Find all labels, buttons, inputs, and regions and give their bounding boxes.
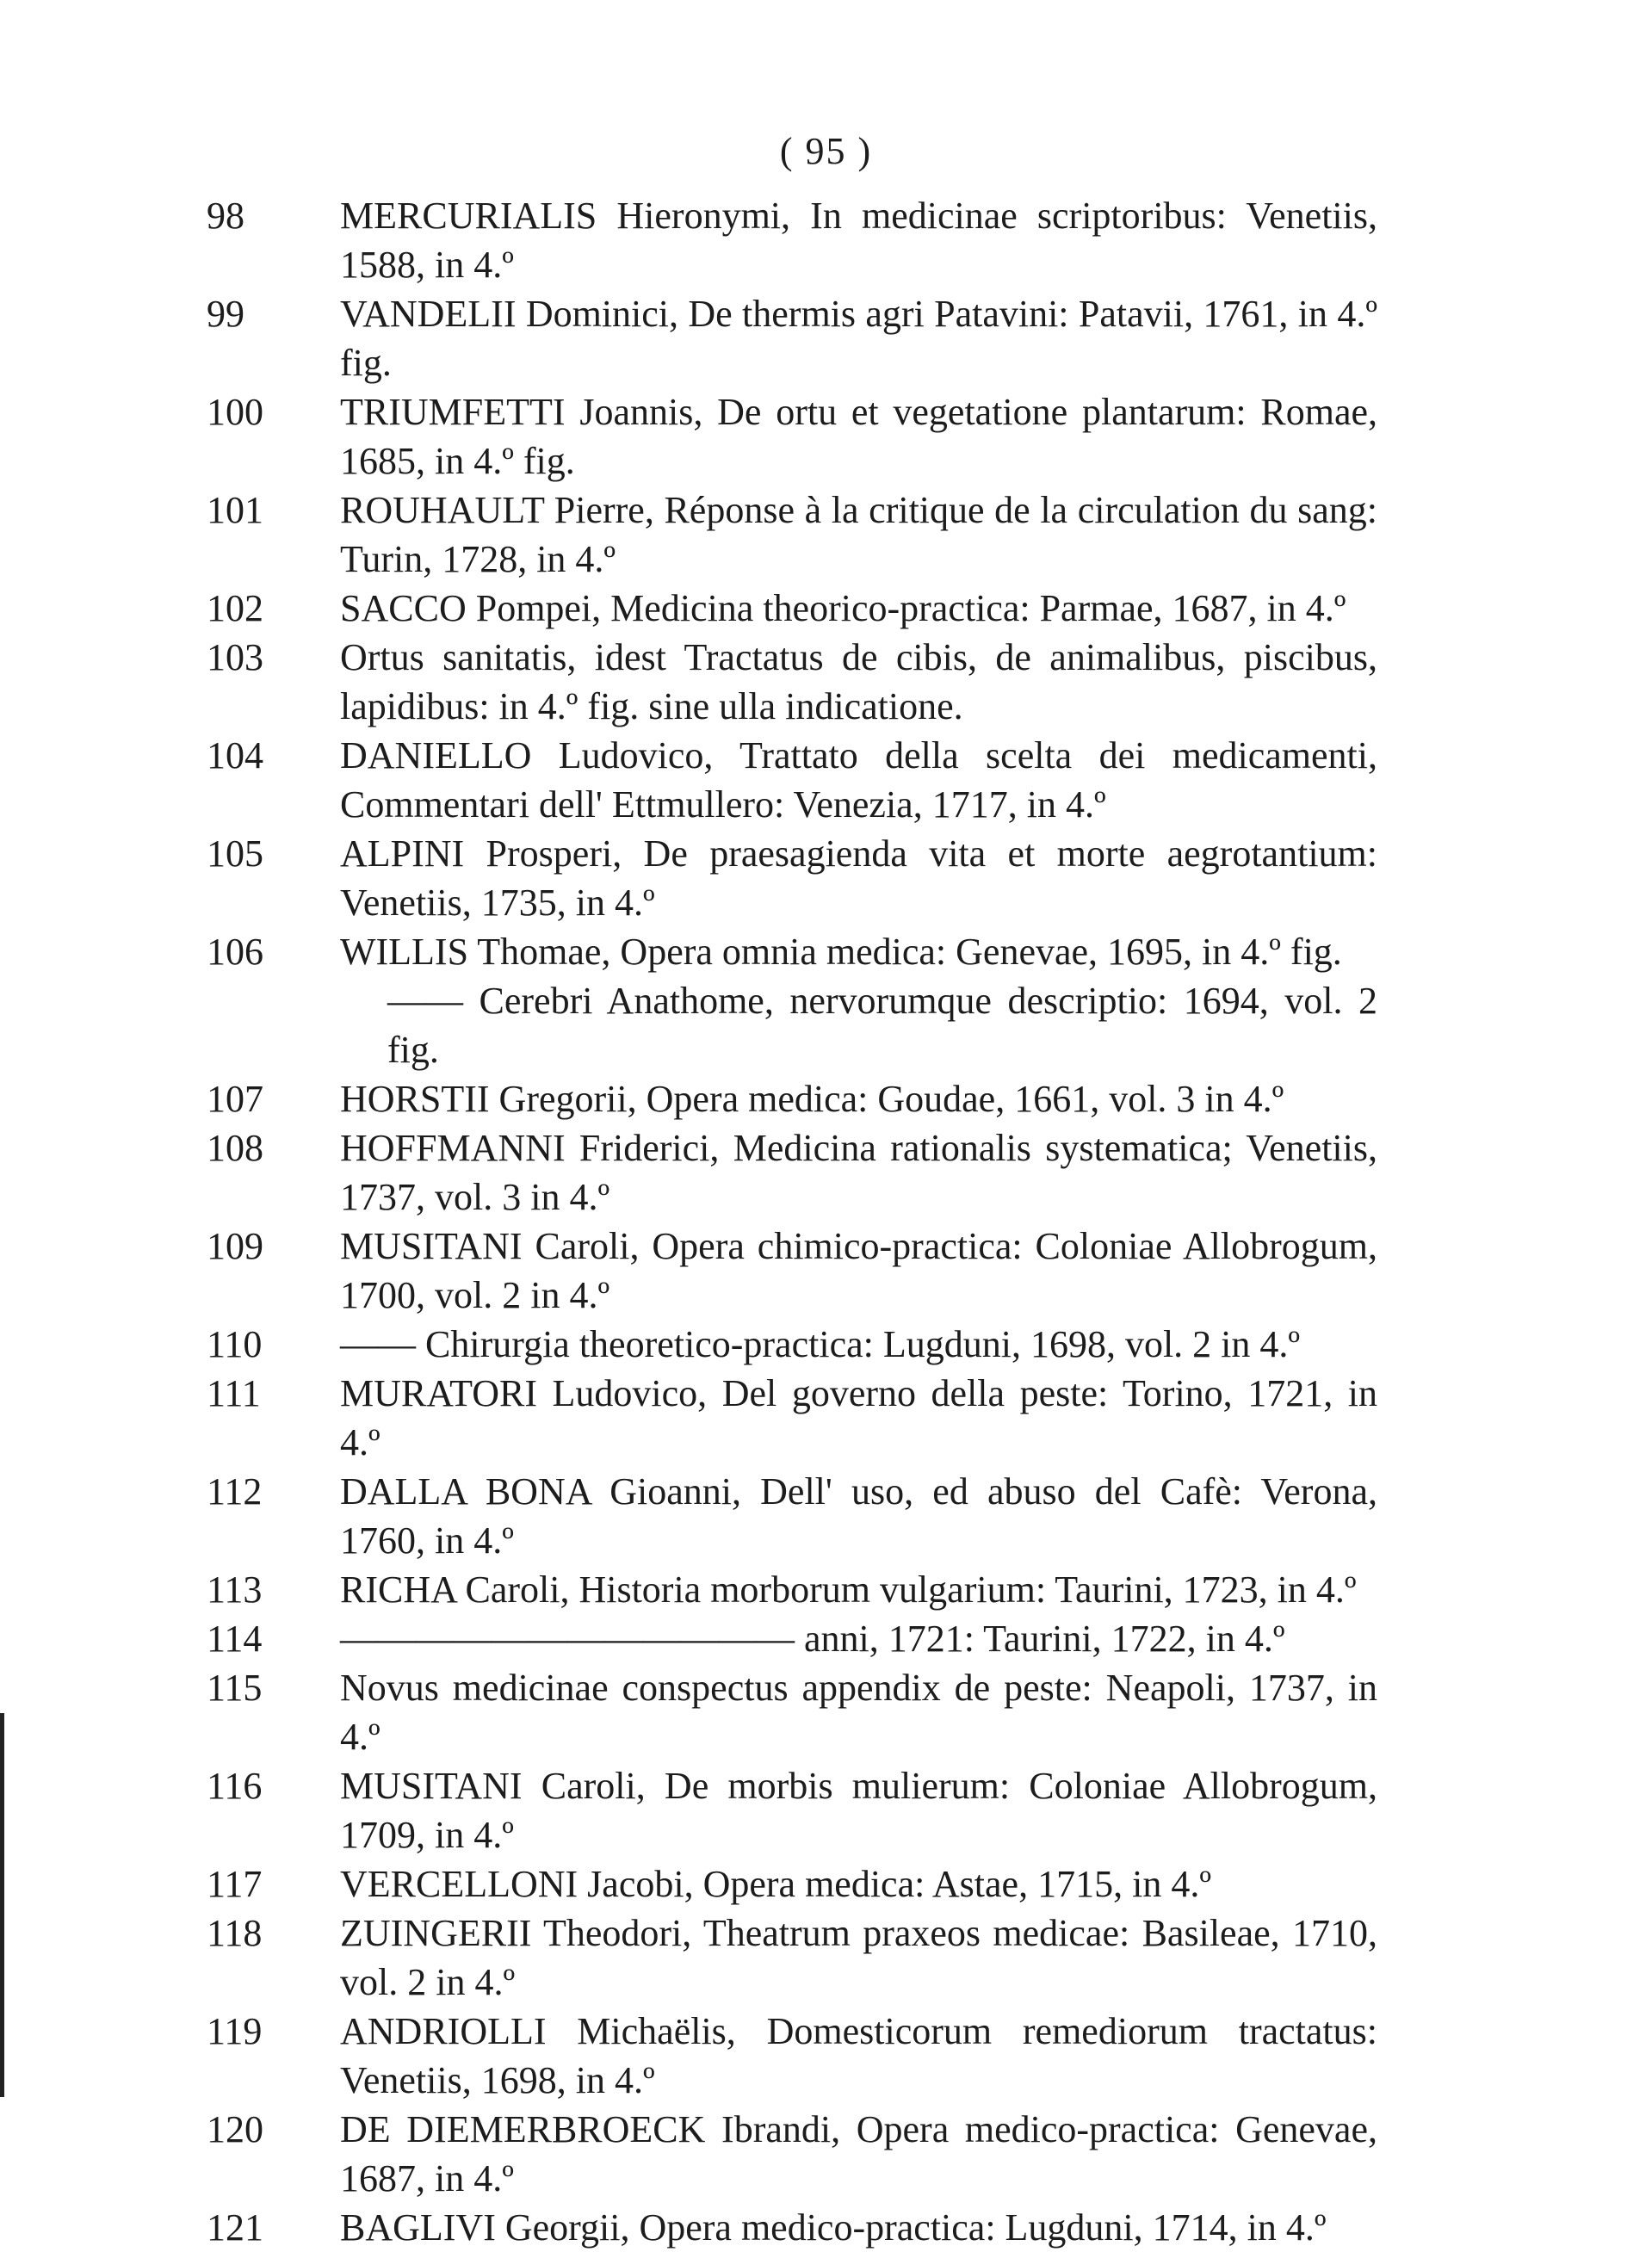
entry-number: 119 (207, 2010, 263, 2052)
scan-edge (0, 1713, 4, 2097)
list-item (207, 1320, 1377, 1369)
entry-text: BAGLIVI Georgii, Opera medico-practica: Lugduni, 1714, in 4.º (340, 2206, 1327, 2249)
entry-text: VANDELII Dominici, De thermis agri Patavini: Patavii, 1761, in 4.º fig. (340, 293, 1377, 384)
list-item (207, 927, 1377, 976)
entry-text: DANIELLO Ludovico, Trattato della scelta dei medicamenti, Commentari dell' Ettmullero: Venezia, 1717, in 4.º (340, 734, 1377, 826)
entry-text: DALLA BONA Gioanni, Dell' uso, ed abuso del Cafè: Verona, 1760, in 4.º (340, 1470, 1377, 1562)
entry-text: —— Chirurgia theoretico-practica: Lugduni, 1698, vol. 2 in 4.º (340, 1323, 1301, 1365)
entry-text: MUSITANI Caroli, Opera chimico-practica: Coloniae Allobrogum, 1700, vol. 2 in 4.º (340, 1225, 1377, 1316)
entry-text: MURATORI Ludovico, Del governo della peste: Torino, 1721, in 4.º (340, 1372, 1377, 1463)
list-item (207, 731, 1377, 829)
entry-number: 100 (207, 391, 263, 433)
entry-number: 99 (207, 293, 244, 335)
entry-number: 112 (207, 1470, 263, 1513)
list-item (207, 2007, 1377, 2105)
entry-text: ———————————— anni, 1721: Taurini, 1722, in 4.º (340, 1618, 1285, 1660)
entry-number: 109 (207, 1225, 263, 1267)
entry-number: 115 (207, 1667, 263, 1709)
entry-text: Novus medicinae conspectus appendix de peste: Neapoli, 1737, in 4.º (340, 1667, 1377, 1758)
entry-number: 105 (207, 832, 263, 875)
list-item (207, 1123, 1377, 1222)
entry-number: 117 (207, 1863, 263, 1905)
list-item (207, 829, 1377, 927)
entry-list (207, 191, 1377, 2252)
entry-number: 104 (207, 734, 263, 776)
list-item (207, 1222, 1377, 1320)
list-item (207, 1859, 1377, 1909)
list-item (207, 1467, 1377, 1565)
entry-text: RICHA Caroli, Historia morborum vulgarium: Taurini, 1723, in 4.º (340, 1568, 1357, 1611)
entry-number: 107 (207, 1078, 263, 1120)
list-item (207, 633, 1377, 731)
entry-text: MUSITANI Caroli, De morbis mulierum: Coloniae Allobrogum, 1709, in 4.º (340, 1765, 1377, 1856)
entry-text: HOFFMANNI Friderici, Medicina rationalis systematica; Venetiis, 1737, vol. 3 in 4.º (340, 1127, 1377, 1218)
list-item (207, 1565, 1377, 1614)
entry-number: 110 (207, 1323, 263, 1365)
entry-text: HORSTII Gregorii, Opera medica: Goudae, 1661, vol. 3 in 4.º (340, 1078, 1284, 1120)
entry-number: 98 (207, 195, 244, 237)
list-item (207, 387, 1377, 486)
list-item (207, 976, 1377, 1074)
entry-text: ROUHAULT Pierre, Réponse à la critique de la circulation du sang: Turin, 1728, in 4.º (340, 489, 1377, 580)
entry-text: ZUINGERII Theodori, Theatrum praxeos medicae: Basileae, 1710, vol. 2 in 4.º (340, 1912, 1377, 2003)
entry-number: 103 (207, 636, 263, 678)
entry-number: 120 (207, 2108, 263, 2150)
entry-text: VERCELLONI Jacobi, Opera medica: Astae, 1715, in 4.º (340, 1863, 1211, 1905)
list-item (207, 1614, 1377, 1663)
list-item (207, 1909, 1377, 2007)
list-item (207, 1663, 1377, 1761)
list-item (207, 2105, 1377, 2203)
list-item (207, 1761, 1377, 1859)
entry-number: 101 (207, 489, 263, 531)
entry-number: 111 (207, 1372, 261, 1414)
entry-number: 114 (207, 1618, 263, 1660)
entry-text: ANDRIOLLI Michaëlis, Domesticorum remediorum tractatus: Venetiis, 1698, in 4.º (340, 2010, 1377, 2101)
list-item (207, 191, 1377, 289)
page-number: ( 95 ) (779, 130, 873, 172)
entry-text: ALPINI Prosperi, De praesagienda vita et morte aegrotantium: Venetiis, 1735, in 4.º (340, 832, 1377, 924)
entry-number: 102 (207, 587, 263, 629)
entry-number: 106 (207, 931, 263, 973)
list-item (207, 584, 1377, 633)
entry-text: SACCO Pompei, Medicina theorico-practica: Parmae, 1687, in 4.º (340, 587, 1346, 629)
entry-text: —— Cerebri Anathome, nervorumque descriptio: 1694, vol. 2 fig. (387, 980, 1377, 1071)
entry-number: 116 (207, 1765, 263, 1807)
entry-text: WILLIS Thomae, Opera omnia medica: Genevae, 1695, in 4.º fig. (340, 931, 1342, 973)
list-item (207, 1074, 1377, 1123)
entry-text: MERCURIALIS Hieronymi, In medicinae scriptoribus: Venetiis, 1588, in 4.º (340, 195, 1377, 286)
entry-number: 108 (207, 1127, 263, 1169)
list-item (207, 2203, 1377, 2252)
list-item (207, 486, 1377, 584)
entry-text: Ortus sanitatis, idest Tractatus de cibis, de animalibus, piscibus, lapidibus: in 4.º fig. sine ulla indicatione. (340, 636, 1377, 727)
list-item (207, 289, 1377, 387)
entry-text: TRIUMFETTI Joannis, De ortu et vegetatione plantarum: Romae, 1685, in 4.º fig. (340, 391, 1377, 482)
list-item (207, 1369, 1377, 1467)
entry-number: 121 (207, 2206, 263, 2249)
entry-text: DE DIEMERBROECK Ibrandi, Opera medico-practica: Genevae, 1687, in 4.º (340, 2108, 1377, 2199)
entry-number: 118 (207, 1912, 263, 1954)
entry-number: 113 (207, 1568, 263, 1611)
